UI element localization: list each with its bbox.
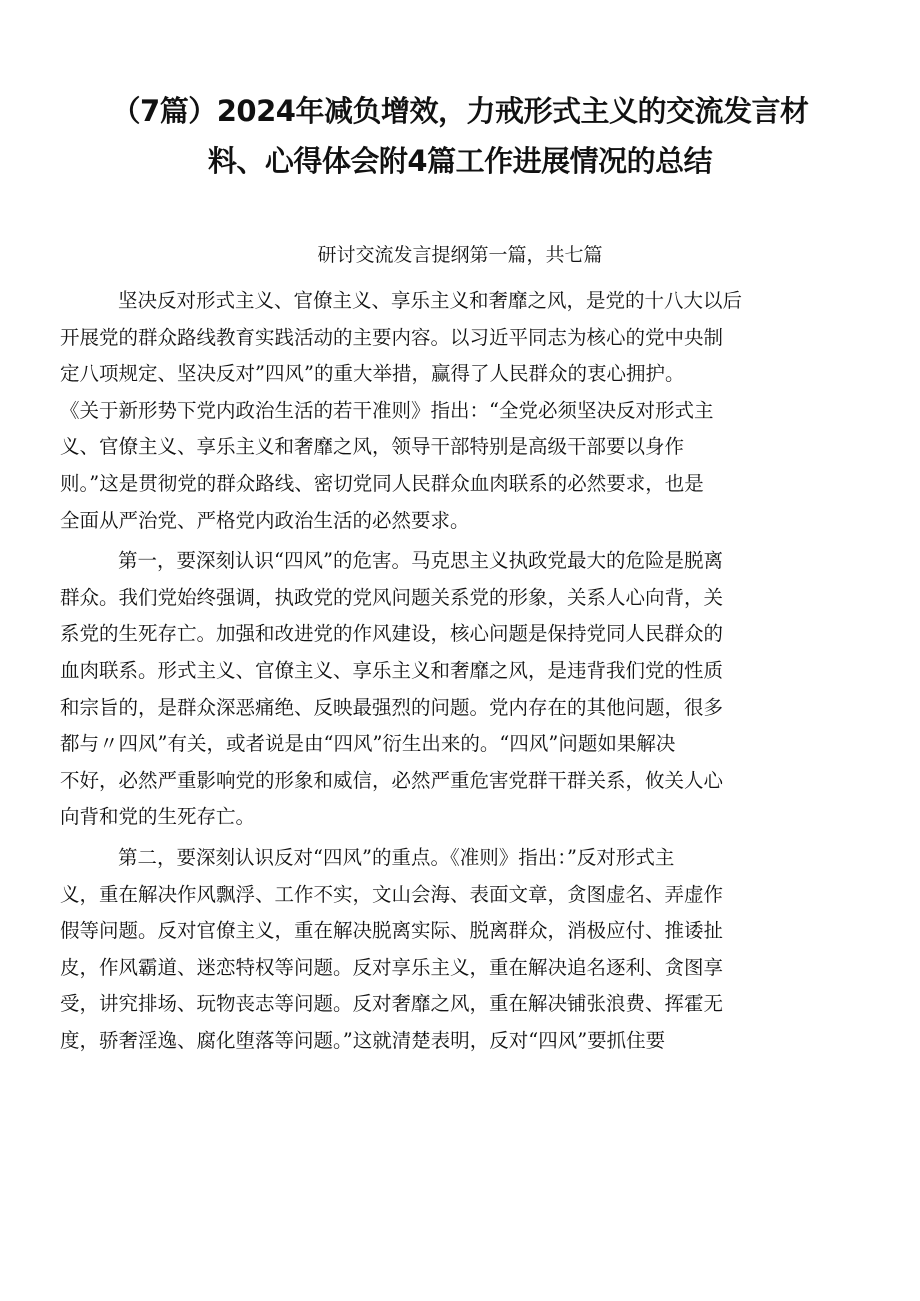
text-line: 受，讲究排场、玩物丧志等问题。反对奢靡之风，重在解决铺张浪费、挥霍无 xyxy=(60,992,724,1016)
text-line: 假等问题。反对官僚主义，重在解决脱离实际、脱离群众，消极应付、推诿扯 xyxy=(60,919,724,943)
text-line: 义，重在解决作风飘浮、工作不实，文山会海、表面文章，贪图虚名、弄虚作 xyxy=(60,882,724,906)
text-line: 血肉联系。形式主义、官僚主义、享乐主义和奢靡之风，是违背我们党的性质 xyxy=(60,658,724,682)
paragraph xyxy=(60,840,860,1060)
text-line: 和宗旨的，是群众深恶痛绝、反映最强烈的问题。党内存在的其他问题，很多 xyxy=(60,695,724,719)
text-line: 群众。我们党始终强调，执政党的党风问题关系党的形象，关系人心向背，关 xyxy=(60,585,724,609)
text-line: 第一，要深刻认识“四风”的危害。马克思主义执政党最大的危险是脱离 xyxy=(118,549,723,573)
text-line: 则。”这是贯彻党的群众路线、密切党同人民群众血肉联系的必然要求，也是 xyxy=(60,471,704,495)
text-line: 义、官僚主义、享乐主义和奢靡之风，领导干部特别是高级干部要以身作 xyxy=(60,435,685,459)
document-body xyxy=(60,283,860,1059)
text-line: 坚决反对形式主义、官僚主义、享乐主义和奢靡之风，是党的十八大以后 xyxy=(118,289,743,312)
text-line: 不好，必然严重影响党的形象和威信，必然严重危害党群干群关系，攸关人心 xyxy=(60,768,724,792)
title-line: 料、心得体会附4篇工作进展情况的总结 xyxy=(207,144,713,178)
text-line: 全面从严治党、严格党内政治生活的必然要求。 xyxy=(60,508,470,532)
paragraph xyxy=(60,283,860,539)
document-title xyxy=(80,86,840,186)
text-line: 《关于新形势下党内政治生活的若干准则》指出：“全党必须坚决反对形式主 xyxy=(60,398,714,422)
text-line: 系党的生死存亡。加强和改进党的作风建设，核心问题是保持党同人民群众的 xyxy=(60,622,724,646)
text-line: 第二，要深刻认识反对“四风”的重点。《准则》指出：”反对形式主 xyxy=(118,845,675,869)
paragraph xyxy=(60,543,860,836)
text-line: 向背和党的生死存亡。 xyxy=(60,805,256,829)
title-line: （7篇）2024年减负增效，力戒形式主义的交流发言材 xyxy=(111,94,809,128)
section-subtitle: 研讨交流发言提纲第一篇，共七篇 xyxy=(317,244,603,266)
text-line: 皮，作风霸道、迷恋特权等问题。反对享乐主义，重在解决追名逐利、贪图享 xyxy=(60,955,724,979)
text-line: 开展党的群众路线教育实践活动的主要内容。以习近平同志为核心的党中央制 xyxy=(60,325,724,349)
text-line: 定八项规定、坚决反对”四风”的重大举措，赢得了人民群众的衷心拥护。 xyxy=(60,362,685,386)
text-line: 都与〃四风”有关，或者说是由“四风”衍生出来的。“四风”问题如果解决 xyxy=(60,732,676,756)
text-line: 度，骄奢淫逸、腐化堕落等问题。”这就清楚表明，反对“四风”要抓住要 xyxy=(60,1028,666,1052)
